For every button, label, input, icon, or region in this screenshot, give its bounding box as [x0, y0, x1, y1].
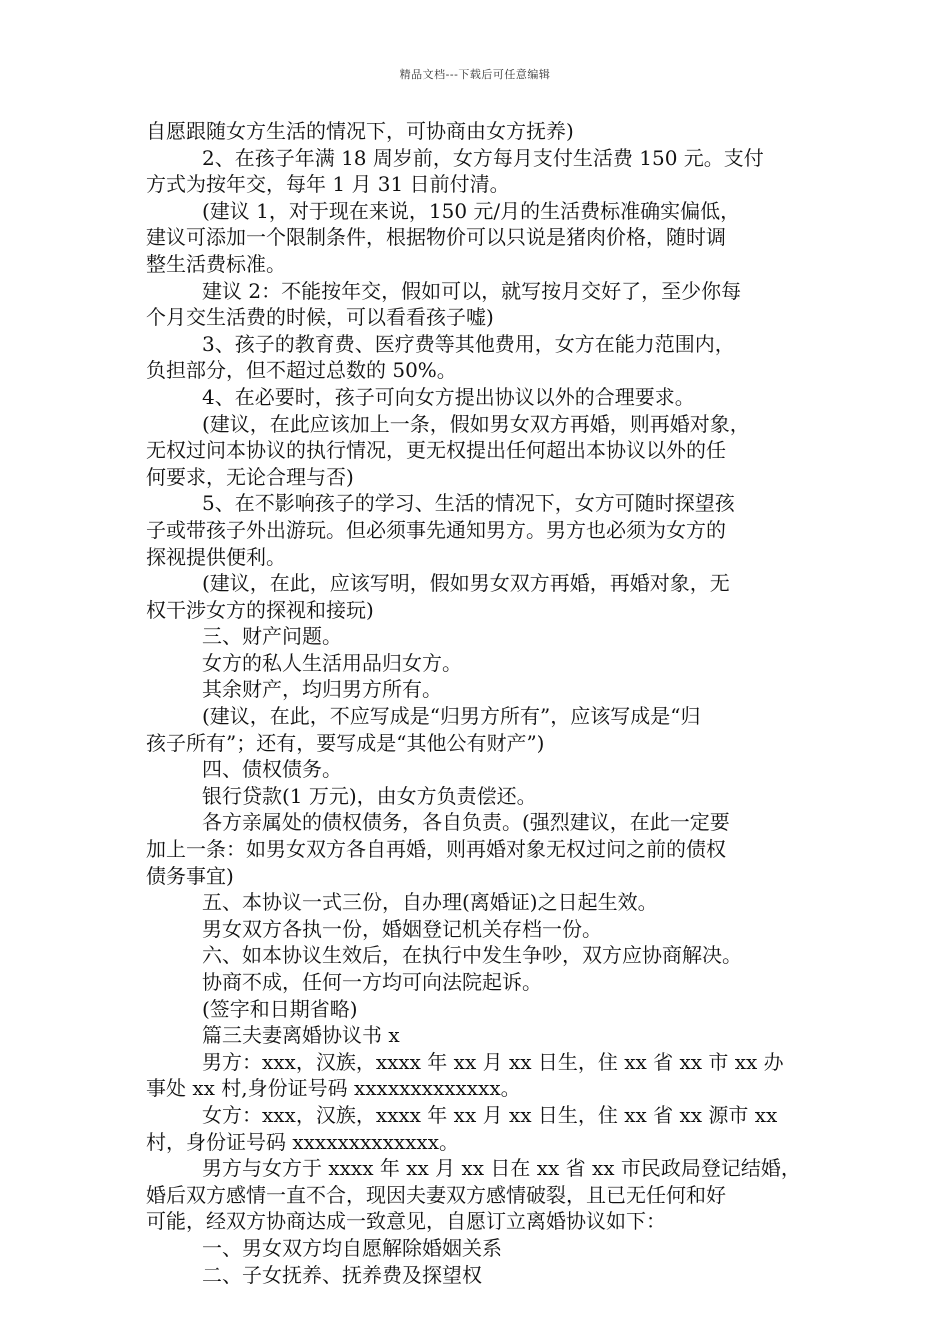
text-line: 可能，经双方协商达成一致意见，自愿订立离婚协议如下：: [146, 1209, 666, 1234]
text-line: 权干涉女方的探视和接玩): [146, 597, 374, 622]
text-line: 三、财产问题。: [202, 624, 342, 649]
text-line: 孩子所有”；还有，要写成是“其他公有财产”): [146, 730, 545, 755]
text-line: 男方：xxx，汉族，xxxx 年 xx 月 xx 日生，住 xx 省 xx 市 xx 办: [202, 1049, 784, 1074]
text-line: 整生活费标准。: [146, 251, 286, 276]
text-line: 男女双方各执一份，婚姻登记机关存档一份。: [202, 916, 602, 941]
text-line: 4、在必要时，孩子可向女方提出协议以外的合理要求。: [202, 384, 695, 409]
text-line: 建议 2：不能按年交，假如可以，就写按月交好了，至少你每: [202, 278, 742, 303]
text-line: 加上一条：如男女双方各自再婚，则再婚对象无权过问之前的债权: [146, 837, 726, 862]
text-line: 事处 xx 村,身份证号码 xxxxxxxxxxxxx。: [146, 1076, 521, 1101]
text-line: 协商不成，任何一方均可向法院起诉。: [202, 970, 542, 994]
text-line: 银行贷款(1 万元)，由女方负责偿还。: [202, 783, 537, 808]
text-line: 子或带孩子外出游玩。但必须事先通知男方。男方也必须为女方的: [146, 517, 726, 542]
text-line: 六、如本协议生效后，在执行中发生争吵，双方应协商解决。: [202, 943, 742, 968]
text-line: 女方：xxx，汉族，xxxx 年 xx 月 xx 日生，住 xx 省 xx 源市 xx: [202, 1102, 778, 1127]
text-line: 3、孩子的教育费、医疗费等其他费用，女方在能力范围内，: [202, 331, 735, 356]
text-line: 建议可添加一个限制条件，根据物价可以只说是猪肉价格，随时调: [146, 225, 726, 250]
text-line: (签字和日期省略): [202, 996, 358, 1021]
text-line: 男方与女方于 xxxx 年 xx 月 xx 日在 xx 省 xx 市民政局登记结婚，: [202, 1156, 801, 1181]
page-header: 精品文档---下载后可任意编辑: [399, 68, 551, 81]
text-line: 各方亲属处的债权债务，各自负责。(强烈建议，在此一定要: [202, 810, 730, 835]
text-line: 5、在不影响孩子的学习、生活的情况下，女方可随时探望孩: [202, 491, 735, 516]
text-line: 探视提供便利。: [146, 544, 286, 569]
text-line: (建议 1，对于现在来说，150 元/月的生活费标准确实偏低，: [202, 198, 741, 223]
text-line: 何要求，无论合理与否): [146, 464, 354, 489]
text-line: 个月交生活费的时候，可以看看孩子嘘): [146, 305, 494, 330]
text-line: 二、子女抚养、抚养费及探望权: [202, 1262, 482, 1287]
text-line: 负担部分，但不超过总数的 50%。: [146, 358, 457, 383]
text-line: 债务事宜): [146, 863, 234, 888]
text-line: 自愿跟随女方生活的情况下，可协商由女方抚养): [146, 119, 574, 143]
text-line: 女方的私人生活用品归女方。: [202, 650, 462, 675]
text-line: (建议，在此，不应写成是“归男方所有”，应该写成是“归: [202, 704, 701, 729]
text-line: 五、本协议一式三份，自办理(离婚证)之日起生效。: [202, 890, 658, 915]
text-line: 一、男女双方均自愿解除婚姻关系: [202, 1235, 502, 1260]
text-line: (建议，在此，应该写明，假如男女双方再婚，再婚对象，无: [202, 571, 730, 596]
text-line: 婚后双方感情一直不合，现因夫妻双方感情破裂，且已无任何和好: [146, 1182, 726, 1207]
text-line: 篇三夫妻离婚协议书 x: [202, 1023, 400, 1048]
text-line: 2、在孩子年满 18 周岁前，女方每月支付生活费 150 元。支付: [202, 145, 764, 170]
text-line: 村，身份证号码 xxxxxxxxxxxxx。: [146, 1129, 459, 1154]
text-line: 方式为按年交，每年 1 月 31 日前付清。: [146, 172, 510, 197]
text-line: (建议，在此应该加上一条，假如男女双方再婚，则再婚对象，: [202, 411, 750, 436]
text-line: 其余财产，均归男方所有。: [202, 677, 442, 702]
text-line: 无权过问本协议的执行情况，更无权提出任何超出本协议以外的任: [146, 438, 726, 463]
text-line: 四、债权债务。: [202, 757, 342, 782]
document-body: [146, 118, 810, 1288]
